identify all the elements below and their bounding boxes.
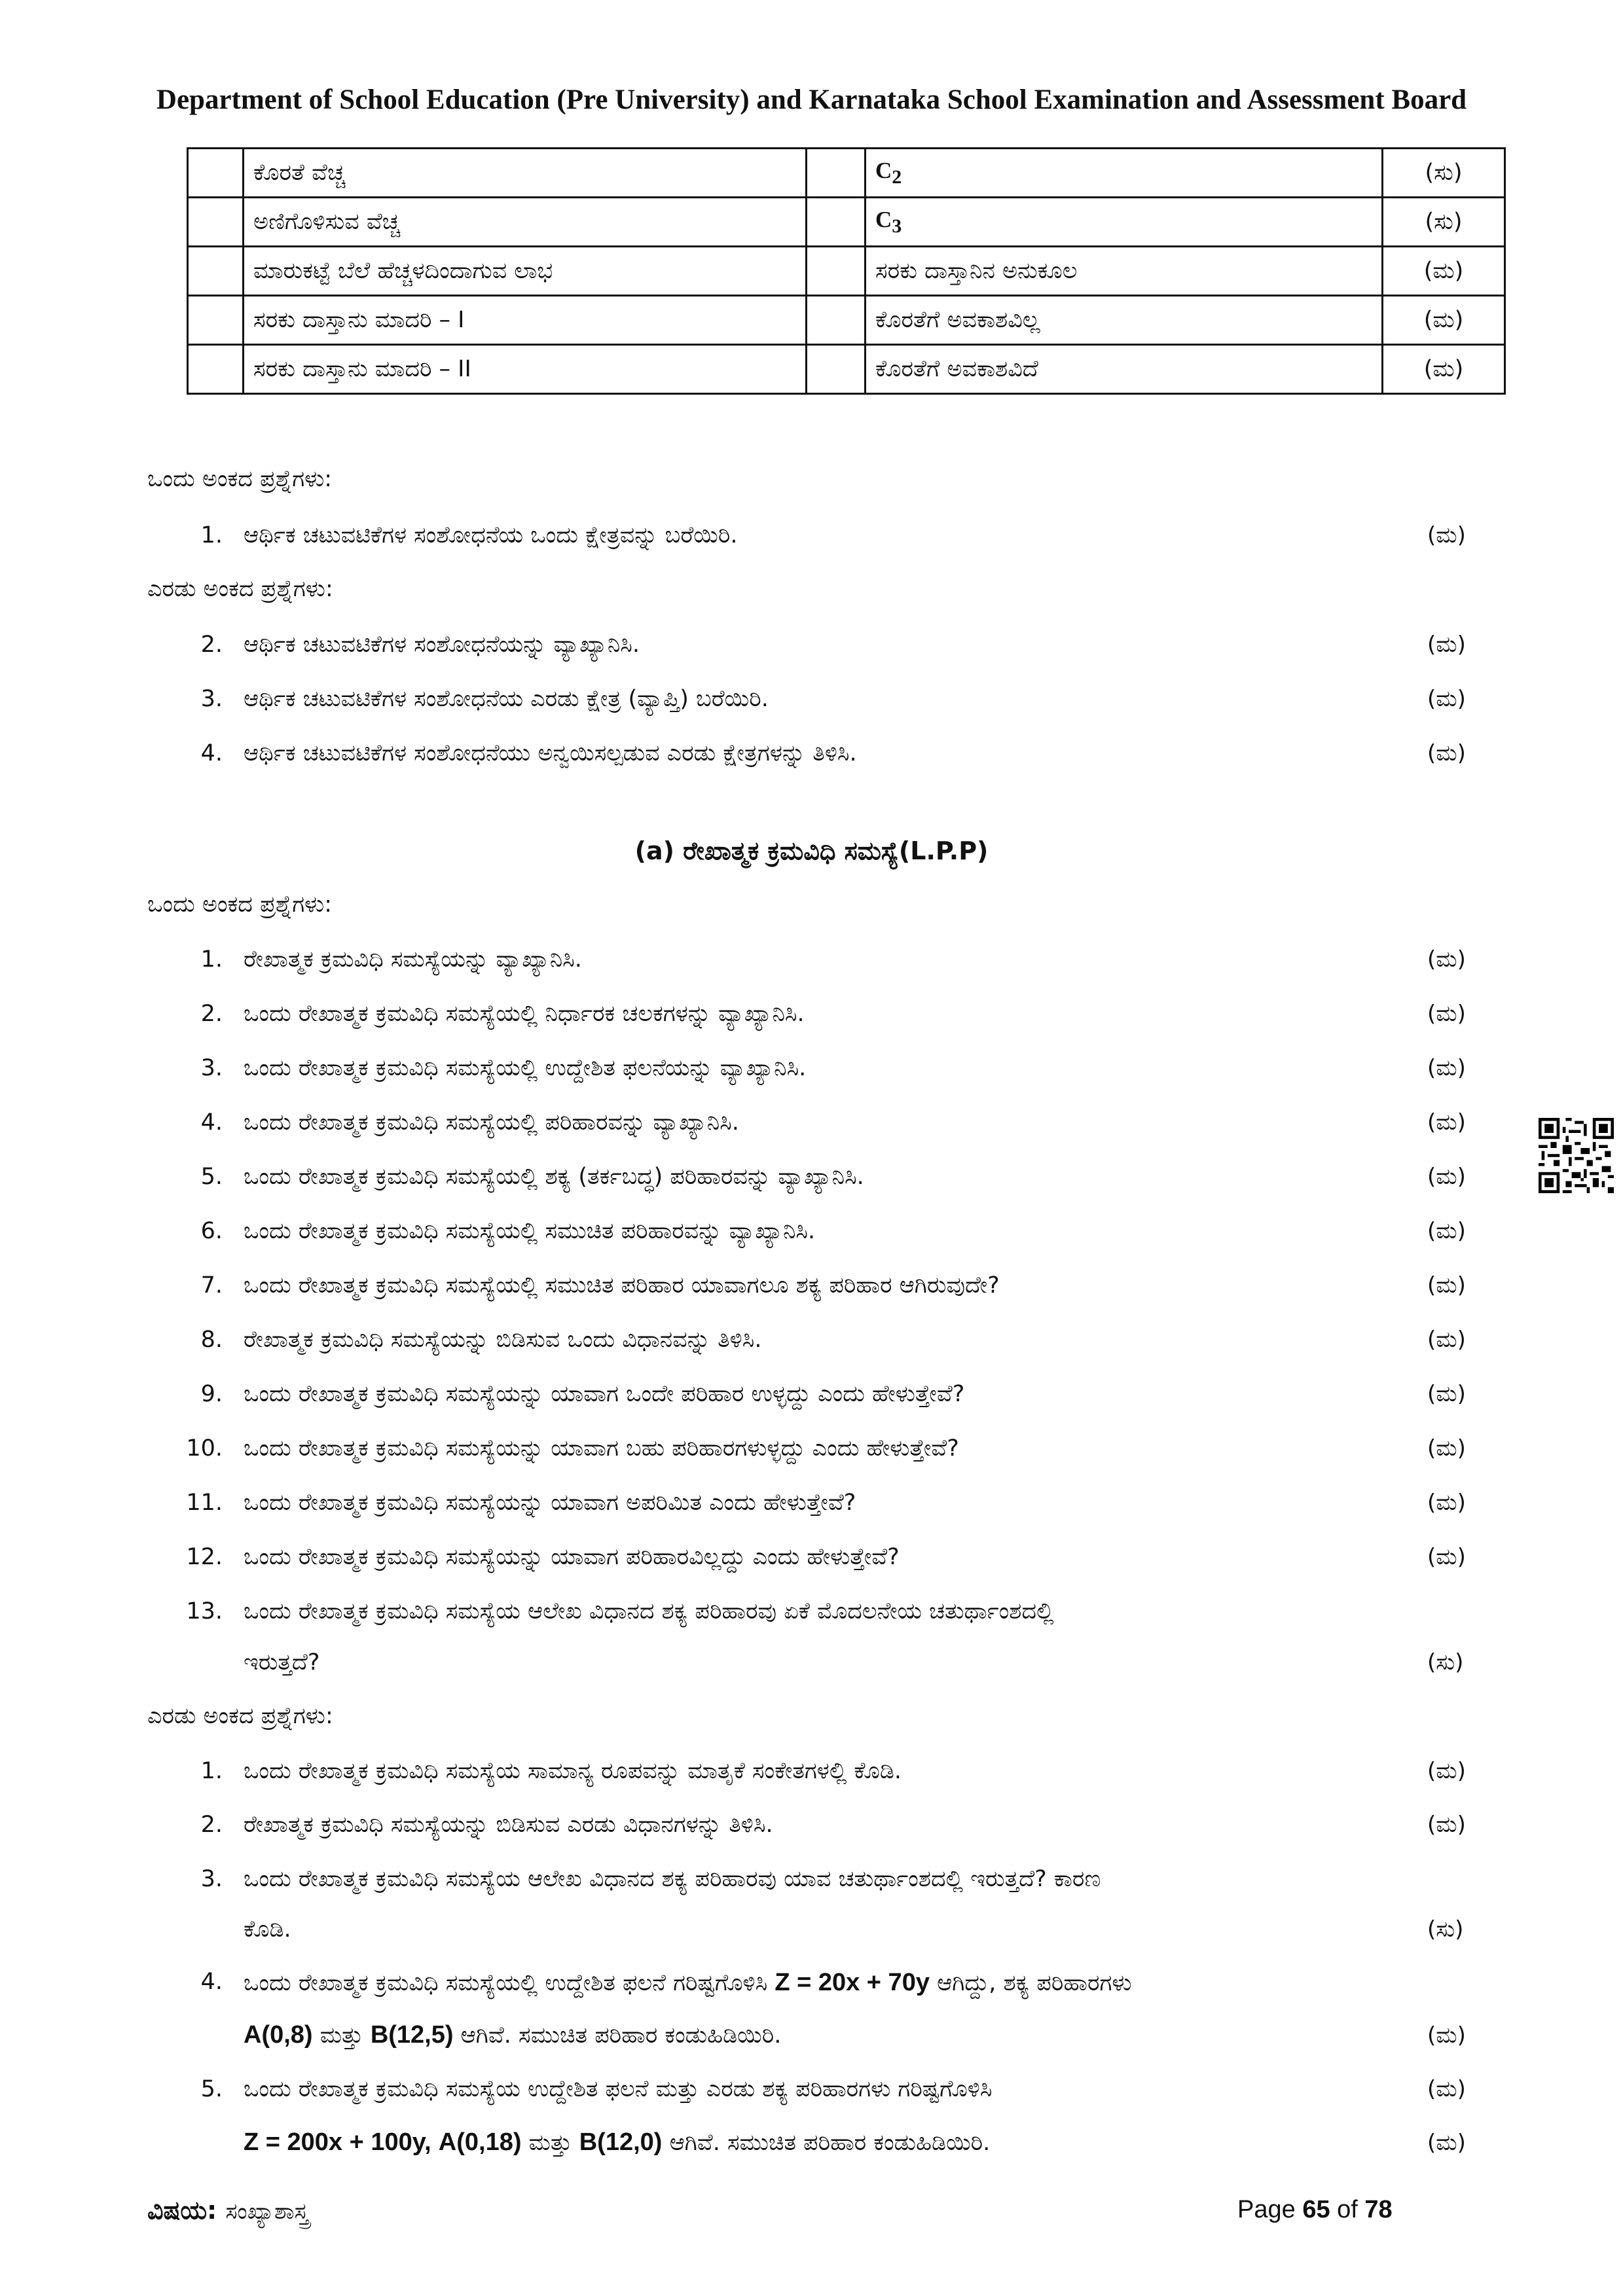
table-left-cell: ಸರಕು ದಾಸ್ತಾನು ಮಾದರಿ – I [244, 296, 807, 345]
mapping-table [187, 147, 1506, 395]
mark-label: (ಸು) [1427, 1916, 1464, 1943]
table-mark-cell: (ಮ) [1383, 247, 1505, 296]
footer-subject: ವಿಷಯ: ಸಂಖ್ಯಾಶಾಸ್ತ್ರ [147, 2196, 309, 2225]
table-row [188, 345, 1505, 394]
mark-label: (ಮ) [1427, 2022, 1466, 2049]
list-item-continuation: Z = 200x + 100y, A(0,18) ಮತ್ತು B(12,0) ಆಗಿವೆ. ಸಮುಚಿತ ಪರಿಹಾರ ಕಂಡುಹಿಡಿಯಿರಿ. [244, 2128, 991, 2156]
table-mark-cell: (ಸು) [1383, 198, 1505, 247]
table-mark-cell: (ಸು) [1383, 149, 1505, 198]
mark-label: (ಮ) [1427, 2130, 1466, 2156]
list-item-continuation: ಕೊಡಿ. [244, 1916, 291, 1943]
table-right-cell: ಸರಕು ದಾಸ್ತಾನಿನ ಅನುಕೂಲ [866, 247, 1383, 296]
table-row [188, 198, 1505, 247]
page-header: Department of School Education (Pre University) and Karnataka School Examination and Assessment Board [156, 84, 1467, 115]
table-row [188, 247, 1505, 296]
table-right-cell: $C_3$ [866, 198, 1383, 247]
table-left-cell: ಕೊರತೆ ವೆಚ್ಚ [244, 149, 807, 198]
two-mark-heading: ಎರಡು ಅಂಕದ ಪ್ರಶ್ನೆಗಳು: [147, 576, 333, 602]
qr-code-icon [1539, 1118, 1614, 1193]
list-item-continuation: A(0,8) ಮತ್ತು B(12,5) ಆಗಿವೆ. ಸಮುಚಿತ ಪರಿಹಾರ ಕಂಡುಹಿಡಿಯಿರಿ. [244, 2021, 782, 2049]
one-mark-heading: ಒಂದು ಅಂಕದ ಪ್ರಶ್ನೆಗಳು: [147, 891, 333, 918]
mark-label: (ಸು) [1427, 1649, 1464, 1676]
two-mark-heading: ಎರಡು ಅಂಕದ ಪ್ರಶ್ನೆಗಳು: [147, 1703, 333, 1729]
section-title: (a) ರೇಖಾತ್ಮಕ ಕ್ರಮವಿಧಿ ಸಮಸ್ಯೆ(L.P.P) [634, 836, 989, 865]
table-left-cell: ಅಣಿಗೊಳಿಸುವ ವೆಚ್ಚ [244, 198, 807, 247]
one-mark-heading: ಒಂದು ಅಂಕದ ಪ್ರಶ್ನೆಗಳು: [147, 466, 333, 492]
table-left-cell: ಮಾರುಕಟ್ಟೆ ಬೆಲೆ ಹೆಚ್ಚಳದಿಂದಾಗುವ ಲಾಭ [244, 247, 807, 296]
table-left-cell: ಸರಕು ದಾಸ್ತಾನು ಮಾದರಿ – II [244, 345, 807, 394]
list-item-continuation: ಇರುತ್ತದೆ? [244, 1649, 320, 1676]
page-number: Page 65 of 78 [1237, 2196, 1393, 2223]
objective-formula: Z = 20x + 70y [775, 1969, 930, 1996]
table-right-cell: ಕೊರತೆಗೆ ಅವಕಾಶವಿದೆ [866, 345, 1383, 394]
table-mark-cell: (ಮ) [1383, 345, 1505, 394]
table-mark-cell: (ಮ) [1383, 296, 1505, 345]
table-row [188, 296, 1505, 345]
table-right-cell: ಕೊರತೆಗೆ ಅವಕಾಶವಿಲ್ಲ [866, 296, 1383, 345]
table-right-cell: $C_2$ [866, 149, 1383, 198]
table-row [188, 149, 1505, 198]
